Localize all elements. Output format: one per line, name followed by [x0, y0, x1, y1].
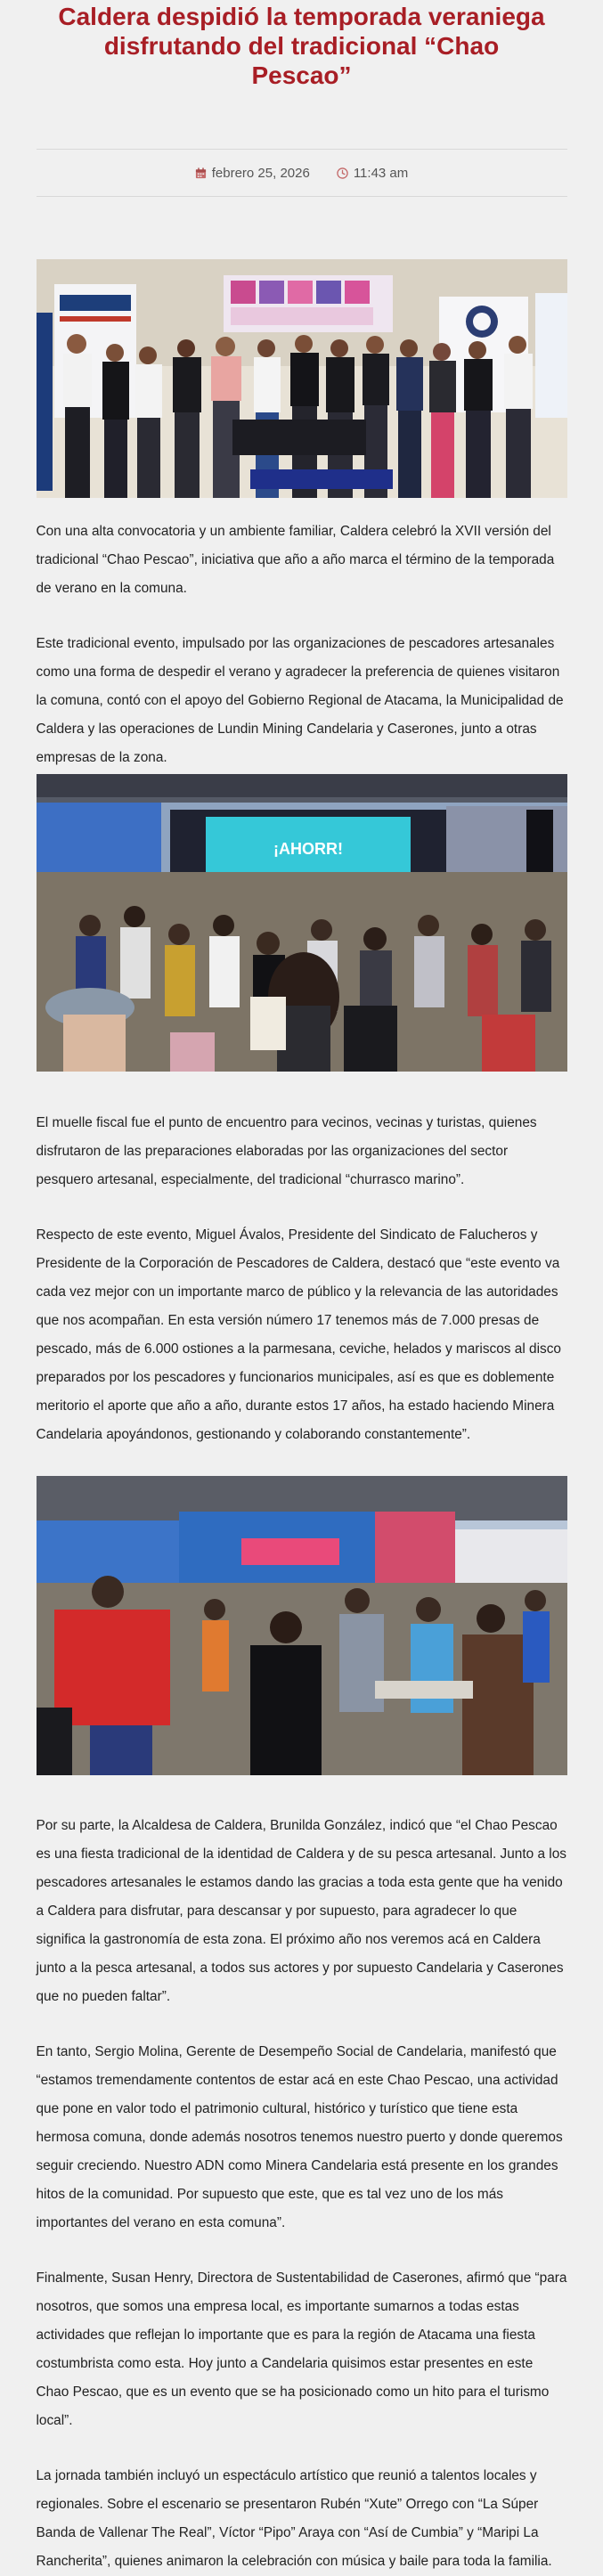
time-meta — [337, 166, 408, 181]
article — [37, 0, 567, 2576]
article-date: febrero 25, 2026 — [211, 165, 310, 181]
paragraph: En tanto, Sergio Molina, Gerente de Desempeño Social de Candelaria, manifestó que “estamos tremendamente contentos de estar acá en este Chao Pescao, una actividad que pone en valor todo el patrimonio cultural, histórico y turístico que tiene esta hermosa comuna, donde además nosotros tenemos nuestro puerto y donde queremos seguir creciendo. Nuestro ADN como Minera Candelaria está presente en los grandes hitos de la comunidad. Por supuesto que este, que es tal vez uno de los más importantes del verano en esta comuna”. — [36, 2044, 563, 2230]
stage-banner-text: ¡AHORR! — [273, 840, 343, 858]
paragraph: El muelle fiscal fue el punto de encuentro para vecinos, vecinas y turistas, quienes disfrutaron de las preparaciones elaboradas por las organizaciones del sector pesquero artesanal, especialmente, del tradicional “churrasco marino”. — [36, 1115, 537, 1187]
article-title: Caldera despidió la temporada veraniega disfrutando del tradicional “Chao Pescao” — [58, 3, 545, 89]
paragraph: La jornada también incluyó un espectáculo artístico que reunió a talentos locales y regionales. Sobre el escenario se presentaron Rubén “Xute” Orrego con “La Súper Banda de Vallenar The Real”, Víctor “Pipo” Araya con “Así de Cumbia” y “Maripi La Rancherita”, quienes animaron la celebración con música y baile para toda la familia. — [36, 2468, 552, 2569]
group-photo — [37, 259, 567, 498]
date-meta — [195, 166, 310, 181]
article-meta — [37, 149, 567, 197]
calendar-icon — [195, 167, 207, 179]
article-time: 11:43 am — [353, 165, 409, 181]
paragraph: Este tradicional evento, impulsado por las organizaciones de pescadores artesanales como una forma de despedir el verano y agradecer la preferencia de quienes visitaron la comuna, contó con el apoyo del Gobierno Regional de Atacama, la Municipalidad de Caldera y las operaciones de Lundin Mining Candelaria y Caserones, junto a otras empresas de la zona. — [36, 636, 564, 765]
paragraph: Con una alta convocatoria y un ambiente familiar, Caldera celebró la XVII versión del tradicional “Chao Pescao”, iniciativa que año a año marca el término de la temporada de verano en la comuna. — [36, 524, 555, 596]
paragraph: Respecto de este evento, Miguel Ávalos, Presidente del Sindicato de Falucheros y Presidente de la Corporación de Pescadores de Caldera, destacó que “este evento va cada vez mejor con un importante marco de público y la relevancia de las autoridades que nos acompañan. En esta versión número 17 tenemos más de 7.000 presas de pescado, más de 6.000 ostiones a la parmesana, ceviche, helados y mariscos al disco preparados por los pescadores y funcionarios municipales, así es que es doblemente meritorio el aporte que año a año, durante estos 17 años, ha estado haciendo Minera Candelaria apoyándonos, gestionando y colaborando constantemente”. — [36, 1227, 561, 1442]
paragraph: Por su parte, la Alcaldesa de Caldera, Brunilda González, indicó que “el Chao Pescao es una fiesta tradicional de la identidad de Caldera y de su pesca artesanal. Junto a los pescadores artesanales le estamos dando las gracias a toda esta gente que ha venido a Caldera para disfrutar, para descansar y por supuesto, para agradecer lo que significa la gastronomía de esta zona. El próximo año nos veremos acá en Caldera junto a la pesca artesanal, a todos sus actores y por supuesto Candelaria y Caserones que no pueden faltar”. — [36, 1818, 566, 2004]
fair-crowd-photo — [37, 1476, 567, 1775]
clock-icon — [337, 167, 348, 179]
stage-crowd-photo — [37, 774, 567, 1072]
paragraph: Finalmente, Susan Henry, Directora de Sustentabilidad de Caserones, afirmó que “para nosotros, que somos una empresa local, es importante sumarnos a todas estas actividades que reflejan lo importante que es para la región de Atacama una fiesta costumbrista como esta. Hoy junto a Candelaria quisimos estar presentes en este Chao Pescao, que es un evento que se ha posicionado como un hito para el turismo local”. — [36, 2270, 567, 2428]
